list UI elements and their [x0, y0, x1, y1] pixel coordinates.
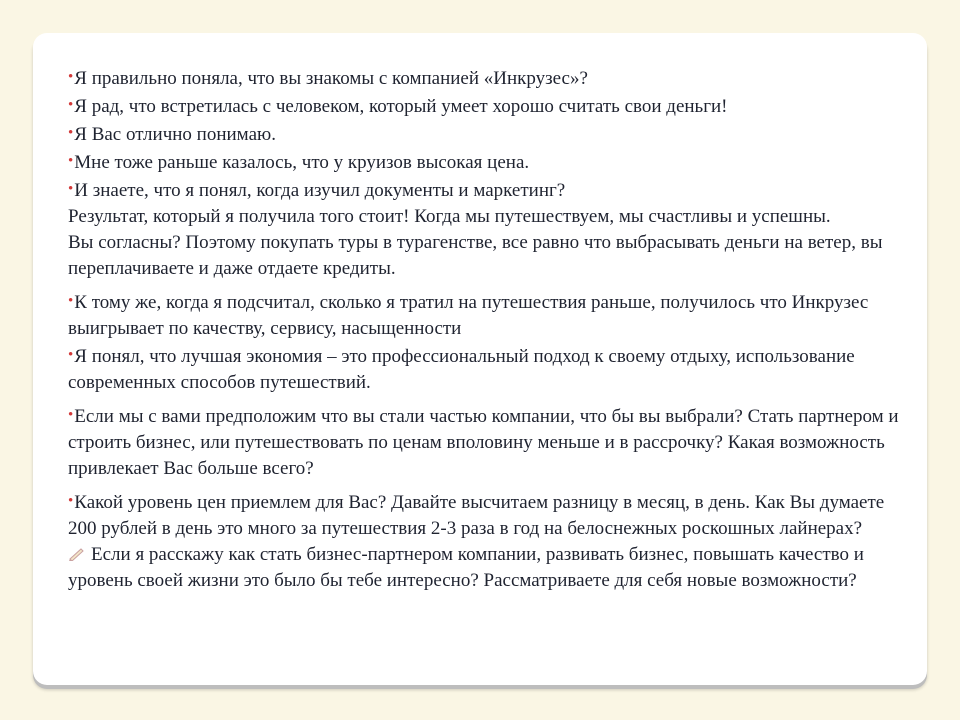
item-text: К тому же, когда я подсчитал, сколько я тратил на путешествия раньше, получилось что Инкрузес выигрывает по качеству, сервису, насыщенности [68, 292, 869, 339]
bullet-icon: • [68, 69, 74, 85]
list-item [68, 92, 908, 120]
item-text: Если мы с вами предположим что вы стали частью компании, что бы вы выбрали? Стать партнером и строить бизнес, или путешествовать по ценам вполовину меньше и в рассрочку? Какая возможность привлекает Вас больше всего? [68, 406, 899, 479]
list-item [68, 120, 908, 148]
item-text: Я рад, что встретилась с человеком, который умеет хорошо считать свои деньги! [74, 96, 728, 117]
pencil-icon [68, 543, 85, 557]
list-item [68, 542, 908, 594]
bullet-icon: • [68, 153, 74, 169]
item-text: Мне тоже раньше казалось, что у круизов высокая цена. [74, 152, 530, 173]
item-text: Результат, который я получила того стоит! Когда мы путешествуем, мы счастливы и успешны. [68, 206, 831, 227]
item-text: Вы согласны? Поэтому покупать туры в турагенстве, все равно что выбрасывать деньги на ветер, вы переплачиваете и даже отдаете кредиты. [68, 232, 883, 279]
item-text: Я Вас отлично понимаю. [74, 124, 276, 145]
list-item [68, 488, 908, 542]
bullet-icon: • [68, 125, 74, 141]
bullet-icon: • [68, 347, 74, 363]
plain-paragraph [68, 230, 908, 282]
item-text: Какой уровень цен приемлем для Вас? Давайте высчитаем разницу в месяц, в день. Как Вы думаете 200 рублей в день это много за путешествия 2-3 раза в год на белоснежных роскошных лайнерах? [68, 492, 885, 539]
list-item [68, 342, 908, 396]
list-item [68, 64, 908, 92]
bullet-icon: • [68, 493, 74, 509]
item-text: Если я расскажу как стать бизнес-партнером компании, развивать бизнес, повышать качество и уровень своей жизни это было бы тебе интересно? Рассматриваете для себя новые возможности? [68, 544, 864, 591]
item-text: Я понял, что лучшая экономия – это профессиональный подход к своему отдыху, использование современных способов путешествий. [68, 346, 855, 393]
list-item [68, 402, 908, 482]
bullet-icon: • [68, 407, 74, 423]
item-text: Я правильно поняла, что вы знакомы с компанией «Инкрузес»? [74, 68, 588, 89]
slide-text [68, 64, 908, 594]
plain-paragraph [68, 204, 908, 230]
bullet-icon: • [68, 181, 74, 197]
list-item [68, 288, 908, 342]
item-text: И знаете, что я понял, когда изучил документы и маркетинг? [74, 180, 566, 201]
list-item [68, 148, 908, 176]
bullet-icon: • [68, 293, 74, 309]
list-item [68, 176, 908, 204]
bullet-icon: • [68, 97, 74, 113]
